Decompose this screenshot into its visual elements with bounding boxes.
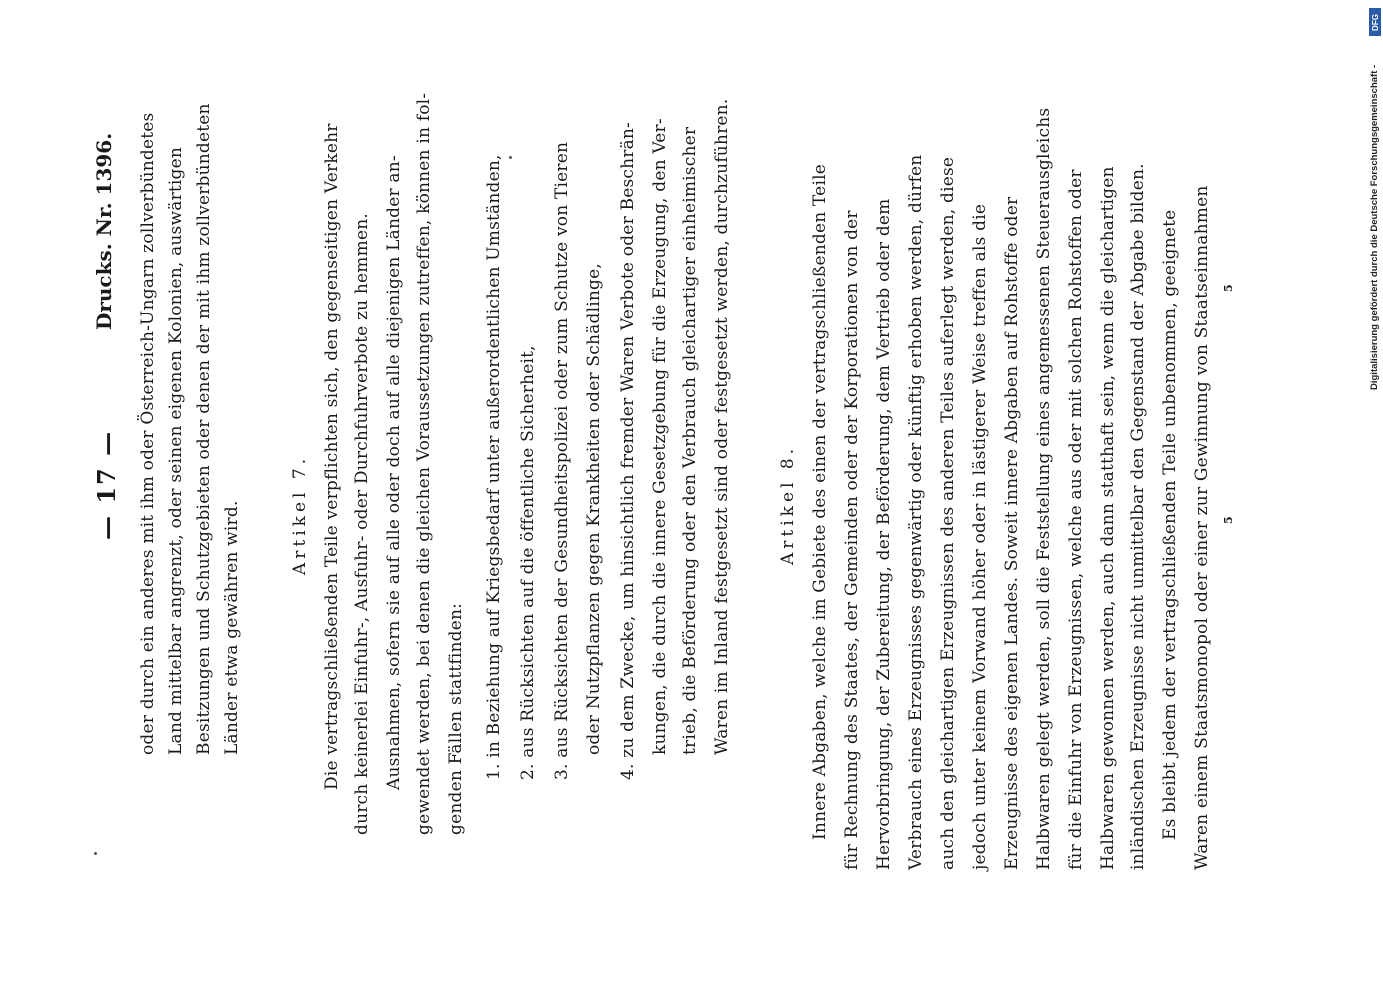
signature-mark: 5 bbox=[1222, 284, 1235, 292]
text-line: inländischen Erzeugnisse nicht unmittelbar den Gegenstand der Abgabe bilden. bbox=[1128, 163, 1148, 870]
text-line: Verbrauch eines Erzeugnisses gegenwärtig oder künftig erhoben werden, dürfen bbox=[906, 154, 926, 870]
text-line: jedoch unter keinem Vorwand höher oder in lästigerer Weise treffen als die bbox=[970, 203, 990, 870]
text-line: oder durch ein anderes mit ihm oder Österreich-Ungarn zollverbündetes bbox=[138, 112, 158, 755]
list-item: 3. aus Rücksichten der Gesundheitspolizei oder zum Schutze von Tieren bbox=[552, 141, 572, 780]
text-line: Halbwaren gelegt werden, soll die Feststellung eines angemessenen Steuerausgleichs bbox=[1034, 107, 1054, 870]
page-number: — 17 — bbox=[92, 429, 121, 540]
list-item: 1. in Beziehung auf Kriegsbedarf unter außerordentlichen Umständen, bbox=[484, 154, 504, 780]
text-line: Es bleibt jedem der vertragschließenden Teile unbenommen, geeignete bbox=[1160, 209, 1180, 840]
text-line: durch keinerlei Einfuhr-, Ausfuhr- oder Durchfuhrverbote zu hemmen. bbox=[352, 213, 372, 835]
list-item-continuation: trieb, die Beförderung oder den Verbrauch gleichartiger einheimischer bbox=[680, 126, 700, 755]
scan-speck bbox=[94, 852, 97, 855]
text-line: Länder etwa gewähren wird. bbox=[222, 500, 242, 755]
text-line: gewendet werden, bei denen die gleichen Voraussetzungen zutreffen, können in fol- bbox=[414, 92, 434, 835]
text-line: für die Einfuhr von Erzeugnissen, welche aus oder mit solchen Rohstoffen oder bbox=[1066, 169, 1086, 870]
text-line: auch den gleichartigen Erzeugnissen des anderen Teiles auferlegt werden, diese bbox=[938, 156, 958, 870]
text-line: Innere Abgaben, welche im Gebiete des einen der vertragschließenden Teile bbox=[810, 164, 830, 840]
text-line: Land mittelbar angrenzt, oder seinen eigenen Kolonien, auswärtigen bbox=[166, 146, 186, 755]
article-heading: Artikel 8. bbox=[778, 444, 798, 565]
list-item-continuation: kungen, die durch die innere Gesetzgebung für die Erzeugung, den Ver- bbox=[650, 118, 670, 755]
text-line: Halbwaren gewonnen werden, auch dann statthaft sein, wenn die gleichartigen bbox=[1098, 166, 1118, 870]
list-item: 2. aus Rücksichten auf die öffentliche Sicherheit, bbox=[518, 345, 538, 780]
list-item-continuation: Waren im Inland festgesetzt sind oder festgesetzt werden, durchzuführen. bbox=[712, 98, 732, 755]
dfg-logo: DFG bbox=[1369, 8, 1381, 36]
text-line: genden Fällen stattfinden: bbox=[446, 602, 466, 835]
text-line: Die vertragschließenden Teile verpflichten sich, den gegenseitigen Verkehr bbox=[322, 123, 342, 790]
text-line: Hervorbringung, der Zubereitung, der Beförderung, dem Vertrieb oder dem bbox=[874, 198, 894, 870]
signature-mark: 5 bbox=[1222, 516, 1235, 524]
text-line: für Rechnung des Staates, der Gemeinden oder der Korporationen von der bbox=[842, 210, 862, 870]
list-item-continuation: oder Nutzpflanzen gegen Krankheiten oder Schädlinge, bbox=[584, 263, 604, 755]
text-line: Besitzungen und Schutzgebieten oder denen der mit ihm zollverbündeten bbox=[194, 103, 214, 755]
text-line: Ausnahmen, sofern sie auf alle oder doch auf alle diejenigen Länder an- bbox=[384, 155, 404, 790]
scan-speck bbox=[509, 156, 512, 159]
list-item: 4. zu dem Zwecke, um hinsichtlich fremder Waren Verbote oder Beschrän- bbox=[618, 122, 638, 780]
digitization-credit: Digitalisierung gefördert durch die Deutsche Forschungsgemeinschaft - bbox=[1369, 64, 1380, 390]
text-line: Waren einem Staatsmonopol oder einer zur Gewinnung von Staatseinnahmen bbox=[1192, 185, 1212, 870]
article-heading: Artikel 7. bbox=[290, 454, 310, 575]
text-line: Erzeugnisse des eigenen Landes. Soweit innere Abgaben auf Rohstoffe oder bbox=[1002, 196, 1022, 870]
print-number-header: Drucks. Nr. 1396. bbox=[92, 132, 116, 330]
